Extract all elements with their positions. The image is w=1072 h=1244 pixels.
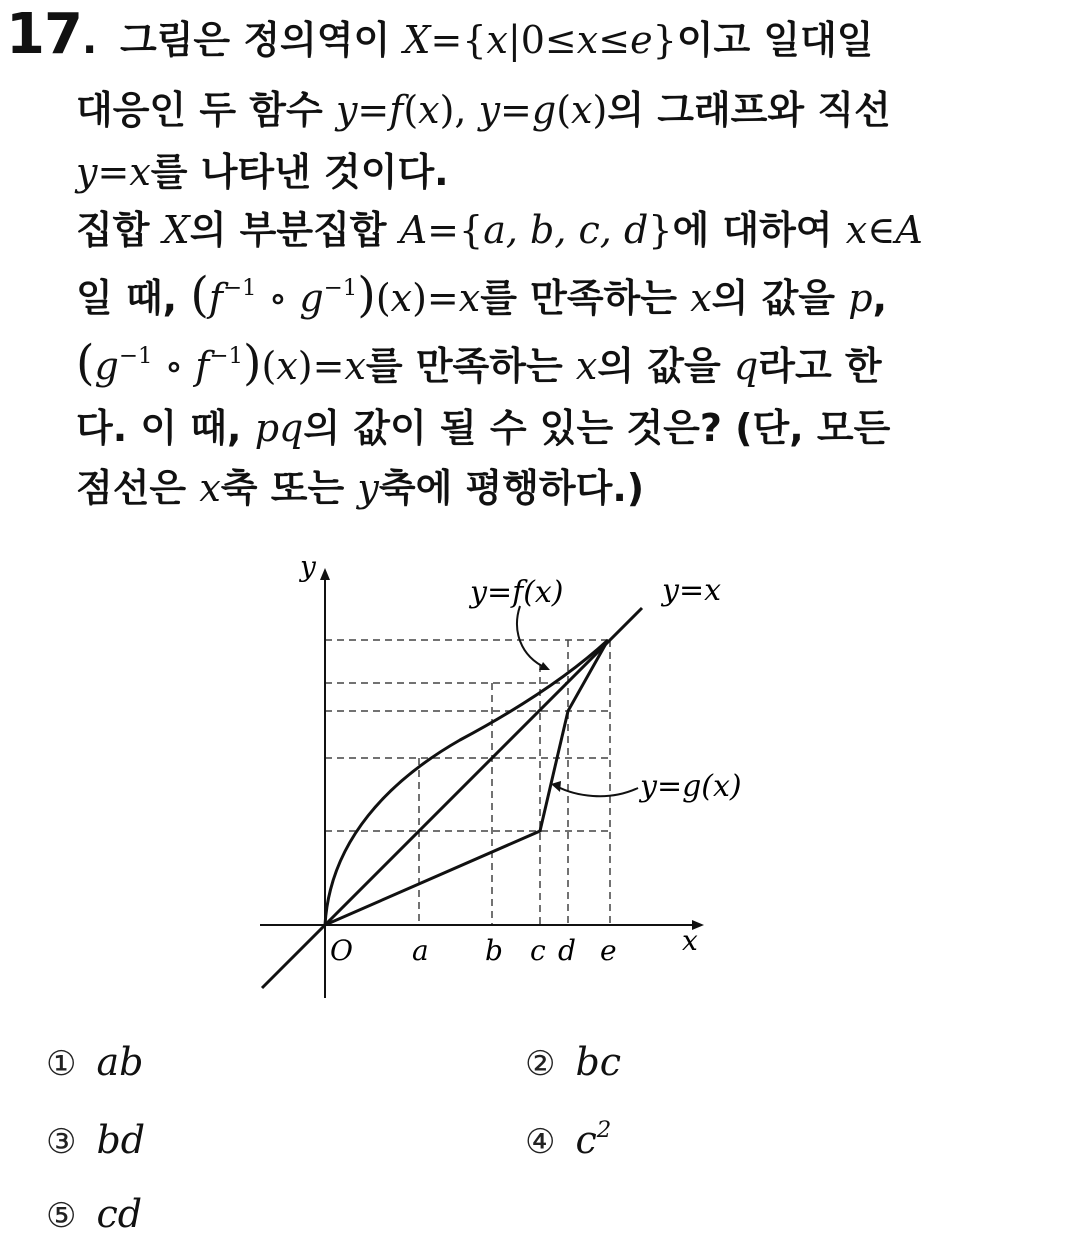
choice-3[interactable]: ③ bd: [46, 1118, 146, 1162]
y-axis-label: y: [300, 550, 316, 583]
choice-2[interactable]: ② bc: [525, 1040, 622, 1084]
tick-label-e: e: [600, 934, 617, 967]
choice-5[interactable]: ⑤ cd: [46, 1192, 143, 1236]
choice-4[interactable]: ④ $c^2$: [525, 1117, 612, 1162]
choice-1[interactable]: ① ab: [46, 1040, 144, 1084]
x-axis-label: x: [682, 924, 698, 957]
question-line-8: 점선은 x축 또는 y축에 평행하다.): [76, 466, 645, 510]
question-line-4: 집합 X의 부분집합 A={a, b, c, d}에 대하여 x∈A: [76, 208, 923, 252]
tick-label-c: c: [530, 934, 546, 967]
tick-label-d: d: [558, 934, 576, 967]
function-graph: [230, 540, 790, 1010]
identity-label: y=x: [662, 573, 722, 608]
question-line-6: ($g^{-1}$ ∘ $f^{-1})(x)=x$를 만족하는 x의 값을 q라고 한: [76, 336, 882, 391]
f-pointer: [517, 606, 546, 668]
tick-label-a: a: [412, 934, 429, 967]
y-axis-arrow-icon: [320, 568, 330, 580]
line-y-equals-x: [262, 608, 642, 988]
question-line-7: 다. 이 때, pq의 값이 될 수 있는 것은? (단, 모든: [76, 406, 891, 450]
question-line-5: 일 때, ($f^{-1}$ ∘ $g^{-1})(x)=x$를 만족하는 x의 값을 p,: [76, 268, 887, 323]
origin-label: O: [330, 934, 353, 967]
question-line-1: 그림은 정의역이 X={x|0≤x≤e}이고 일대일: [120, 18, 874, 62]
question-number: 17.: [6, 2, 97, 67]
g-label: y=g(x): [640, 769, 742, 804]
tick-label-b: b: [485, 934, 503, 967]
f-label: y=f(x): [470, 575, 564, 610]
axes: [260, 568, 704, 998]
question-line-3: y=x를 나타낸 것이다.: [76, 150, 449, 194]
question-line-2: 대응인 두 함수 y=f(x), y=g(x)의 그래프와 직선: [76, 88, 891, 132]
